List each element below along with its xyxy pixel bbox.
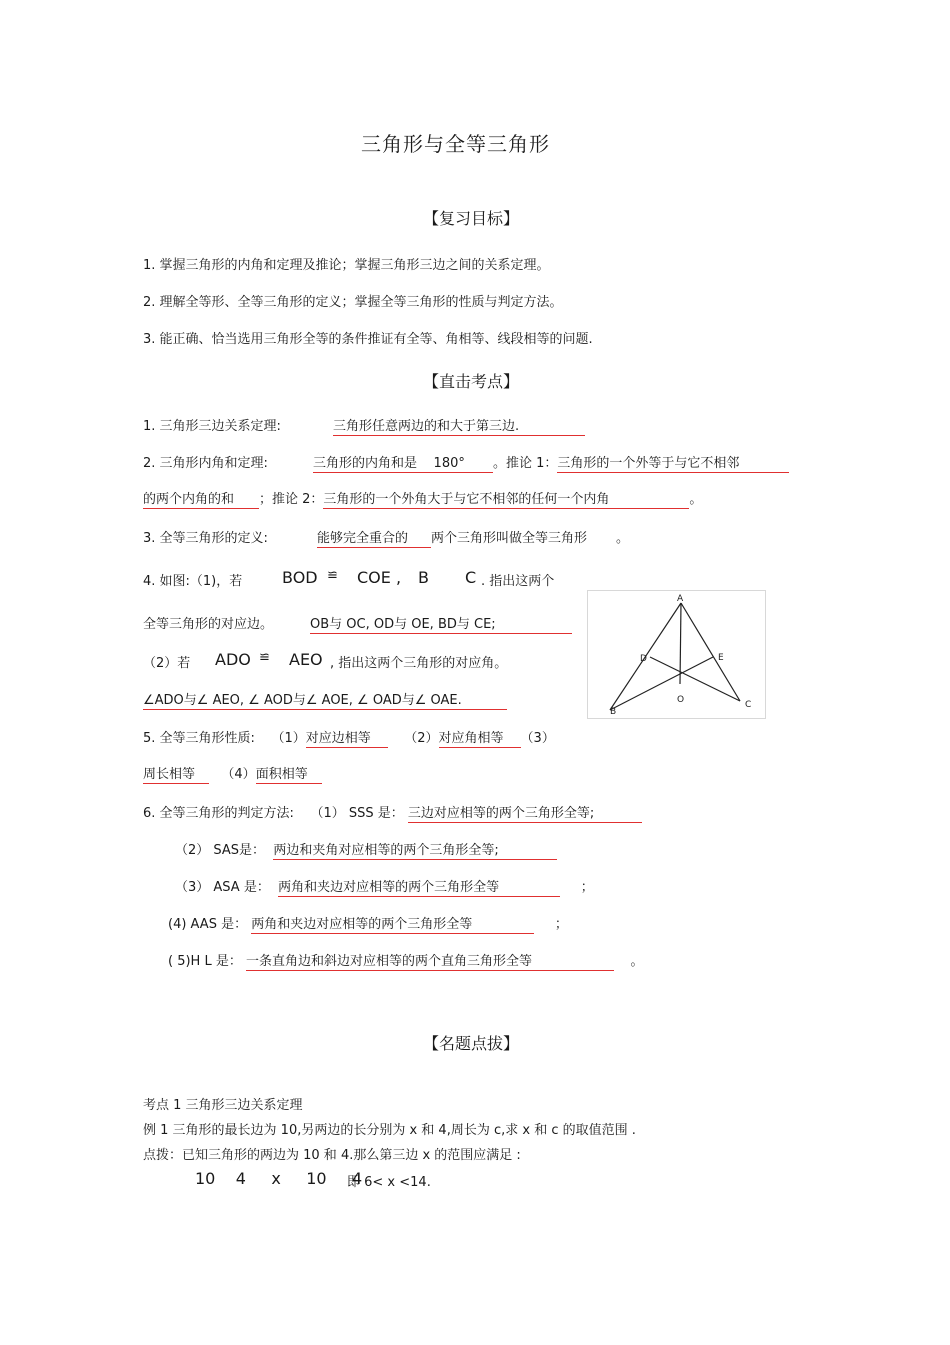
kp6-hl: 一条直角边和斜边对应相等的两个直角三角形全等 <box>246 950 614 971</box>
kp2-mid: 。推论 1： <box>493 456 558 471</box>
example-hint: 点拨：已知三角形的两边为 10 和 4.那么第三边 x 的范围应满足 : <box>143 1148 521 1163</box>
goal-3: 3. 能正确、恰当选用三角形全等的条件推证有全等、角相等、线段相等的问题. <box>143 332 593 347</box>
kp5-answer-1: 对应边相等 <box>306 727 388 748</box>
kp2-answer2: 三角形的一个外等于与它不相邻 <box>557 452 789 473</box>
kp6-label: 6. 全等三角形的判定方法: <box>143 806 294 821</box>
kp4-angle-b: B <box>418 568 429 587</box>
kp5-answer-3: 周长相等 <box>143 763 209 784</box>
kp4-coe: COE , <box>357 568 402 587</box>
section-points: 【直击考点】 <box>423 372 520 391</box>
kp5-label: 5. 全等三角形性质: <box>143 731 255 746</box>
kp4-part2: （2）若 <box>143 656 191 671</box>
kp3-answer: 能够完全重合的 <box>317 527 431 548</box>
kp4-cong-1: ≌ <box>327 568 338 583</box>
figure-label-e: E <box>718 653 724 663</box>
kp6-sss: 三边对应相等的两个三角形全等; <box>408 802 642 823</box>
figure-label-a: A <box>677 594 684 604</box>
kp2-degrees: 180° <box>433 456 465 471</box>
triangle-figure <box>587 590 766 719</box>
figure-label-d: D <box>640 654 647 664</box>
kp2-answer3: 三角形的一个外角大于与它不相邻的任何一个内角 <box>323 488 689 509</box>
kp4-aeo: AEO <box>289 650 323 669</box>
kp1-label: 1. 三角形三边关系定理: <box>143 419 281 434</box>
kp4-part2-tail: , 指出这两个三角形的对应角。 <box>330 656 508 671</box>
kp2-answer2b: 的两个内角的和 <box>143 488 259 509</box>
kp4-angle-c: C <box>465 568 477 587</box>
kp4-cong-2: ≌ <box>259 650 270 665</box>
kp6-hl-end: 。 <box>630 954 644 969</box>
kp1-answer: 三角形任意两边的和大于第三边. <box>333 415 585 436</box>
kp6-aas: 两角和夹边对应相等的两个三角形全等 <box>251 913 534 934</box>
kp6-sss-label: （1） SSS 是： <box>310 806 404 821</box>
kp6-hl-label: ( 5)H L 是： <box>168 954 242 969</box>
figure-label-b: B <box>610 707 617 717</box>
figure-label-c: C <box>745 700 752 710</box>
page-title: 三角形与全等三角形 <box>361 132 550 156</box>
kp5-answer-2: 对应角相等 <box>439 727 521 748</box>
kp2-label: 2. 三角形内角和定理: <box>143 456 268 471</box>
kp4-line2: 全等三角形的对应边。 <box>143 617 274 632</box>
kp6-sas: 两边和夹角对应相等的两个三角形全等; <box>273 839 557 860</box>
kp4-ado: ADO <box>215 650 251 669</box>
kp5-p4: （4） <box>221 767 256 782</box>
kp4-edges: OB与 OC, OD与 OE, BD与 CE; <box>310 613 572 634</box>
kp3-label: 3. 全等三角形的定义: <box>143 531 268 546</box>
kp4-angles: ∠ADO与∠ AEO, ∠ AOD与∠ AOE, ∠ OAD与∠ OAE. <box>143 689 507 710</box>
example-result: 即 6< x <14. <box>347 1175 431 1190</box>
kp4-bod: BOD <box>282 568 318 587</box>
kp5-p3: （3） <box>520 731 555 746</box>
kp5-answer-4: 面积相等 <box>256 763 322 784</box>
kp2-end: 。 <box>689 492 703 507</box>
kp3-rest: 两个三角形叫做全等三角形 <box>431 531 588 546</box>
goal-1: 1. 掌握三角形的内角和定理及推论；掌握三角形三边之间的关系定理。 <box>143 258 550 273</box>
kp6-sas-label: （2） SAS是： <box>175 843 266 858</box>
example-question: 例 1 三角形的最长边为 10,另两边的长分别为 x 和 4,周长为 c,求 x 和 c 的取值范围 . <box>143 1123 636 1138</box>
kp4-tail: . 指出这两个 <box>481 574 555 589</box>
kp2-mid2: ；推论 2： <box>259 492 324 507</box>
kp5-p2: （2） <box>404 731 439 746</box>
kp2-answer1: 三角形的内角和是 <box>313 456 418 471</box>
figure-label-o: O <box>677 695 685 705</box>
example-formula: 10 4 x 10 4 <box>195 1169 363 1188</box>
example-topic: 考点 1 三角形三边关系定理 <box>143 1098 303 1113</box>
kp6-asa-end: ； <box>580 880 594 895</box>
kp6-aas-label: (4) AAS 是： <box>168 917 248 932</box>
section-examples: 【名题点拔】 <box>423 1034 520 1053</box>
section-goals: 【复习目标】 <box>423 209 520 228</box>
kp5-p1: （1） <box>271 731 306 746</box>
kp3-end: 。 <box>615 531 629 546</box>
kp6-asa: 两角和夹边对应相等的两个三角形全等 <box>278 876 560 897</box>
kp6-asa-label: （3） ASA 是： <box>175 880 270 895</box>
goal-2: 2. 理解全等形、全等三角形的定义；掌握全等三角形的性质与判定方法。 <box>143 295 563 310</box>
kp6-aas-end: ； <box>554 917 568 932</box>
kp4-intro: 4. 如图:（1)，若 <box>143 574 243 589</box>
